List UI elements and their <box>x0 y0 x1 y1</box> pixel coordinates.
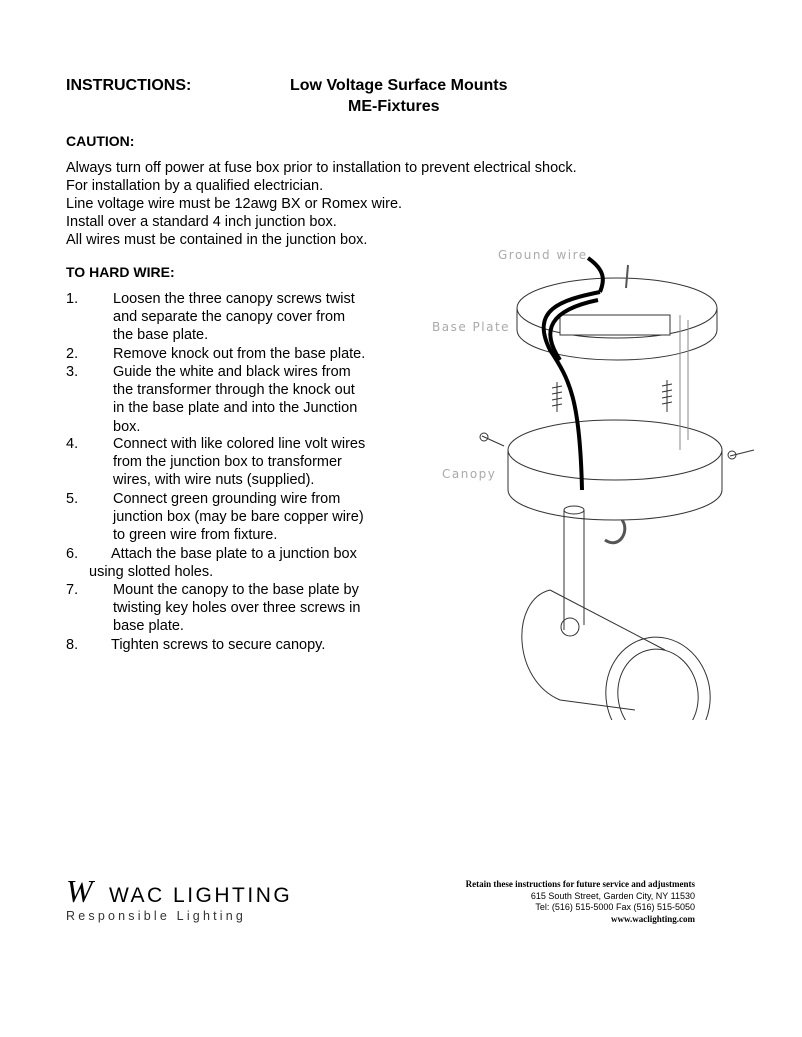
page-subtitle: ME-Fixtures <box>348 98 440 115</box>
address: 615 South Street, Garden City, NY 11530 <box>530 890 695 901</box>
page-title: Low Voltage Surface Mounts <box>290 77 508 94</box>
step-number: 8. <box>66 637 79 653</box>
step-item <box>66 581 360 636</box>
canopy-label: Canopy <box>442 467 497 481</box>
step-line: Attach the base plate to a junction box <box>111 546 357 562</box>
canopy-top <box>508 420 722 480</box>
step-number: 6. <box>66 546 79 562</box>
step-line: the transformer through the knock out <box>113 382 355 399</box>
step-line: to green wire from fixture. <box>113 527 278 544</box>
instructions-label: INSTRUCTIONS: <box>66 77 192 94</box>
step-number: 3. <box>66 364 79 380</box>
step-item <box>66 435 365 490</box>
lamp-face <box>597 629 720 720</box>
step-item <box>66 636 325 654</box>
brand-name: WAC LIGHTING <box>109 884 293 907</box>
step-line: base plate. <box>113 618 184 635</box>
step-item <box>66 363 357 436</box>
phone-fax: Tel: (516) 515-5000 Fax (516) 515-5050 <box>535 902 695 912</box>
transformer-box <box>560 315 670 335</box>
step-line: Connect with like colored line volt wires <box>113 436 366 452</box>
step-item <box>66 545 357 581</box>
step-item <box>66 345 365 363</box>
website: www.waclighting.com <box>611 913 695 924</box>
screw-left <box>552 382 562 412</box>
step-number: 7. <box>66 582 79 598</box>
ground-wire-label: Ground wire <box>498 248 588 262</box>
screw-front-left <box>480 433 504 446</box>
step-line: in the base plate and into the Junction <box>113 400 358 417</box>
caution-list <box>66 159 577 249</box>
screw-front-right <box>728 450 754 459</box>
step-line: Tighten screws to secure canopy. <box>111 637 326 653</box>
hard-wire-title: TO HARD WIRE: <box>66 264 175 280</box>
caution-line: Install over a standard 4 inch junction box. <box>66 214 337 230</box>
step-line: junction box (may be bare copper wire) <box>113 509 364 526</box>
step-number: 2. <box>66 346 79 362</box>
stem <box>564 510 584 630</box>
step-line: from the junction box to transformer <box>113 454 342 471</box>
step-item <box>66 290 355 345</box>
step-line: wires, with wire nuts (supplied). <box>113 472 315 489</box>
canopy-side <box>508 450 722 520</box>
caution-line: All wires must be contained in the junction box. <box>66 232 368 248</box>
step-number: 1. <box>66 291 79 307</box>
brand-tagline: Responsible Lighting <box>66 909 247 923</box>
caution-line: Line voltage wire must be 12awg BX or Romex wire. <box>66 196 403 212</box>
caution-line: For installation by a qualified electrician. <box>66 178 324 194</box>
step-number: 5. <box>66 491 79 507</box>
step-line: box. <box>113 418 141 435</box>
step-line: Remove knock out from the base plate. <box>113 346 366 362</box>
step-line: Mount the canopy to the base plate by <box>113 582 359 598</box>
step-line: Loosen the three canopy screws twist <box>113 291 355 307</box>
step-line: the base plate. <box>113 327 209 344</box>
step-number: 4. <box>66 436 79 452</box>
retain-note: Retain these instructions for future service and adjustments <box>465 879 695 889</box>
caution-title: CAUTION: <box>66 133 135 149</box>
step-line: using slotted holes. <box>89 564 214 581</box>
step-line: and separate the canopy cover from <box>113 309 346 326</box>
step-line: Guide the white and black wires from <box>113 364 351 380</box>
caution-line: Always turn off power at fuse box prior to installation to prevent electrical shock. <box>66 160 577 176</box>
screw-right <box>662 380 672 412</box>
base-plate-label: Base Plate <box>432 320 511 334</box>
wac-logo-mark: W <box>66 873 93 909</box>
step-item <box>66 490 364 545</box>
black-wires <box>544 258 603 490</box>
step-line: Connect green grounding wire from <box>113 491 341 507</box>
step-line: twisting key holes over three screws in <box>113 600 361 617</box>
